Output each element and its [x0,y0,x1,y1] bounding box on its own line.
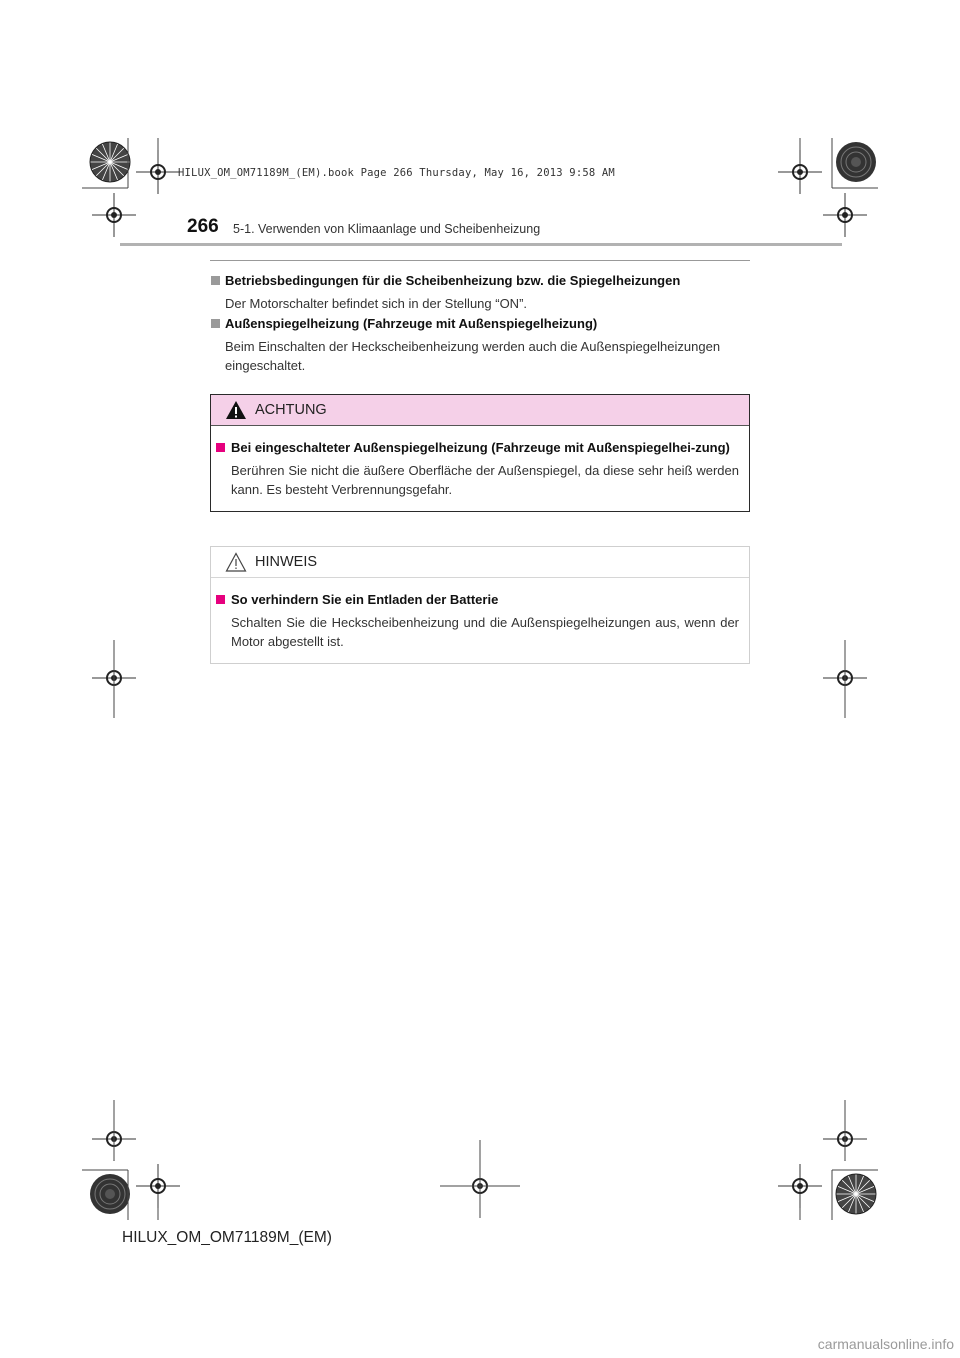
warning-box [210,394,750,512]
square-bullet-icon [211,276,220,285]
caution-outline-icon [225,552,247,572]
warning-box-body [211,426,749,511]
chapter-title: 5-1. Verwenden von Klimaanlage und Scheibenheizung [233,222,541,236]
info-item [210,271,750,313]
warning-text: Berühren Sie nicht die äußere Oberfläche der Außenspiegel, da diese sehr heiß werden kann. Es besteht Verbrennungsgefahr. [231,463,739,497]
notice-heading: So verhindern Sie ein Entladen der Batterie [215,590,739,609]
section-rule [210,260,750,261]
notice-box-body [211,578,749,663]
notice-box-title: HINWEIS [255,554,318,570]
square-bullet-icon [211,319,220,328]
watermark: carmanualsonline.info [817,1336,954,1352]
footer-manual-code: HILUX_OM_OM71189M_(EM) [122,1229,332,1246]
square-bullet-icon [216,443,225,452]
notice-text: Schalten Sie die Heckscheibenheizung und die Außenspiegelheizungen aus, wenn der Motor abgestellt ist. [231,615,739,649]
warning-box-header [211,395,749,426]
info-item-heading: Außenspiegelheizung (Fahrzeuge mit Außenspiegelheizung) [210,314,750,333]
notice-box [210,546,750,664]
square-bullet-icon [216,595,225,604]
book-info: HILUX_OM_OM71189M_(EM).book Page 266 Thursday, May 16, 2013 9:58 AM [178,167,615,179]
info-item-heading: Betriebsbedingungen für die Scheibenheizung bzw. die Spiegelheizungen [210,271,750,290]
notice-box-header [211,547,749,578]
warning-triangle-icon [225,400,247,420]
warning-box-title: ACHTUNG [255,402,327,418]
header-rule [120,243,842,246]
info-item [210,314,750,375]
warning-heading: Bei eingeschalteter Außenspiegelheizung (Fahrzeuge mit Außenspiegelhei-zung) [215,438,739,457]
info-item-text: Der Motorschalter befindet sich in der Stellung “ON”. [225,296,528,311]
page-number: 266 [187,216,219,237]
info-item-text: Beim Einschalten der Heckscheibenheizung werden auch die Außenspiegelheizungen eingeschaltet. [225,339,721,373]
